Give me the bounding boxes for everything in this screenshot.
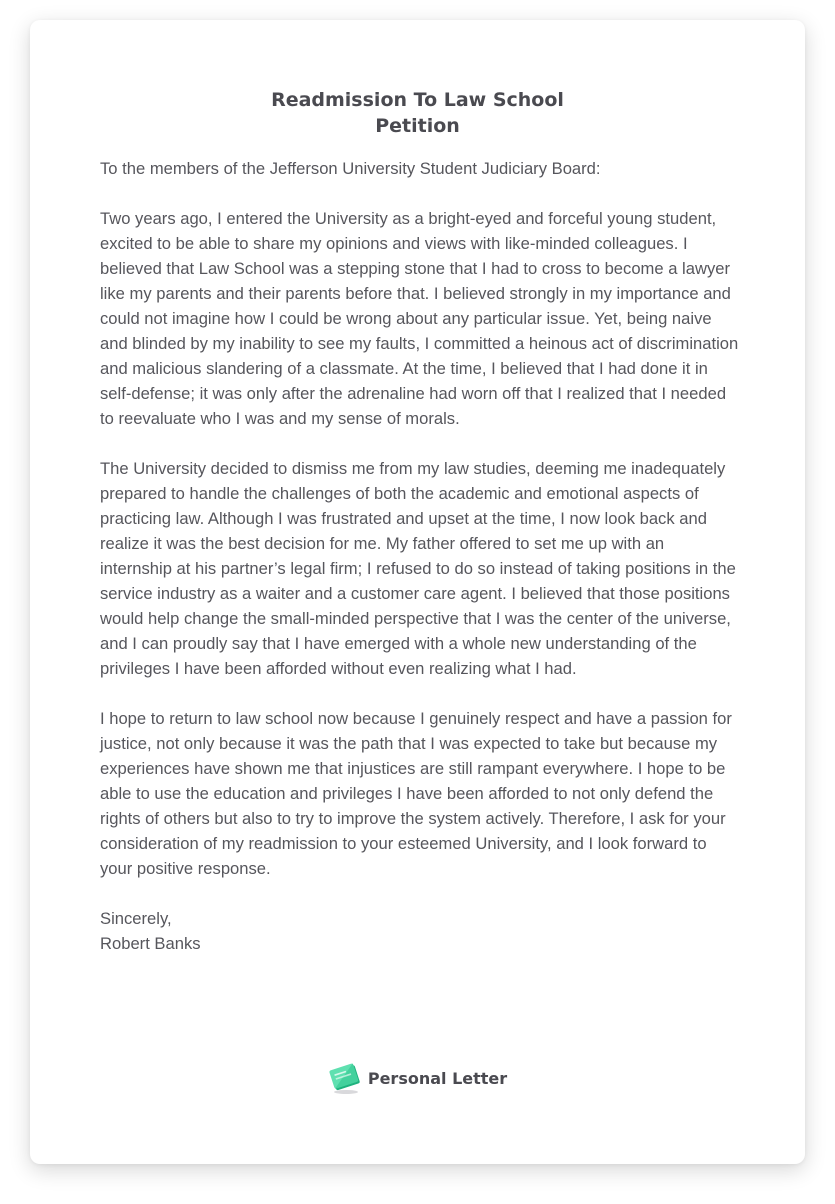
brand-footer: [30, 1060, 805, 1096]
paragraph-1: Two years ago, I entered the University as a bright-eyed and forceful young student, excited to be able to share my opinions and views with like-minded colleagues. I believed that Law School was a stepping stone that I had to cross to become a lawyer like my parents and their parents before that. I believed strongly in my importance and could not imagine how I could be wrong about any particular issue. Yet, being naive and blinded by my inability to see my faults, I committed a heinous act of discrimination and malicious slandering of a classmate. At the time, I believed that I had done it in self-defense; it was only after the adrenaline had worn off that I realized that I needed to reevaluate who I was and my sense of morals.: [100, 209, 739, 428]
page-title: [30, 87, 805, 139]
paragraph-3: I hope to return to law school now because I genuinely respect and have a passion for justice, not only because it was the path that I was expected to take but because my experiences have shown me that injustices are still rampant everywhere. I hope to be able to use the education and privileges I have been afforded to not only defend the rights of others but also to try to improve the system actively. Therefore, I ask for your consideration of my readmission to your esteemed University, and I look forward to your positive response.: [100, 709, 732, 878]
paragraph-2: The University decided to dismiss me from my law studies, deeming me inadequately prepared to handle the challenges of both the academic and emotional aspects of practicing law. Although I was frustrated and upset at the time, I now look back and realize it was the best decision for me. My father offered to set me up with an internship at his partner’s legal firm; I refused to do so instead of taking positions in the service industry as a waiter and a customer care agent. I believed that those positions would help change the small-minded perspective that I was the center of the universe, and I can proudly say that I have emerged with a whole new understanding of the privileges I have been afforded without even realizing what I had.: [100, 459, 736, 678]
title-line-2: Petition: [375, 115, 460, 137]
letter-body: [100, 156, 740, 956]
title-line-1: Readmission To Law School: [271, 89, 564, 111]
salutation: To the members of the Jefferson University Student Judiciary Board:: [100, 159, 601, 178]
letter-page: [30, 20, 805, 1164]
personal-letter-logo-icon: [328, 1060, 364, 1096]
brand-name: Personal Letter: [367, 1068, 508, 1088]
signature-name: Robert Banks: [100, 934, 201, 953]
closing: Sincerely,: [100, 909, 172, 928]
